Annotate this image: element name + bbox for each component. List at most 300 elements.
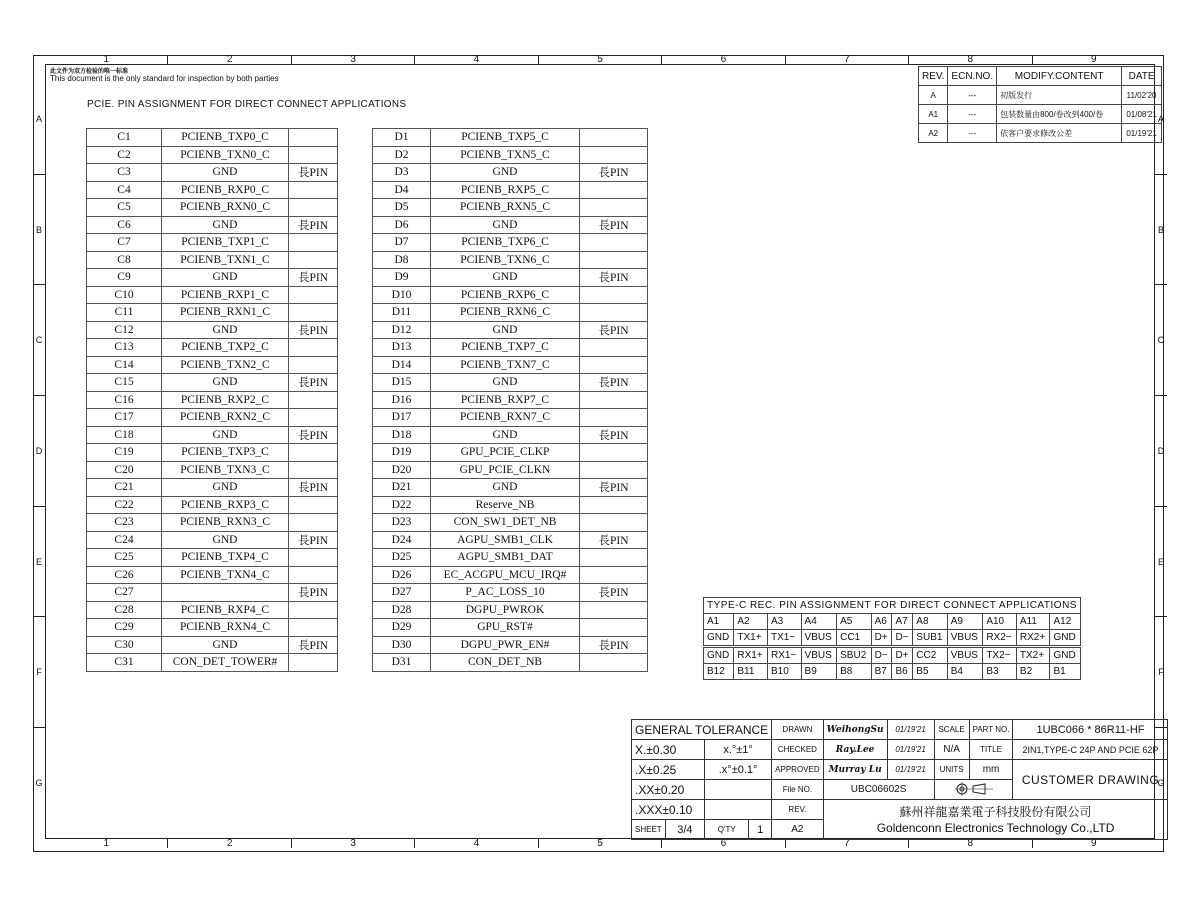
pin-note — [289, 356, 338, 374]
typec-signal: SUB1 — [913, 630, 947, 647]
typec-pin-number: A3 — [767, 614, 801, 630]
pin-number: C13 — [87, 339, 162, 357]
pin-number: D29 — [373, 619, 431, 637]
pin-row — [373, 304, 648, 322]
typec-signal: TX2− — [983, 647, 1017, 664]
pin-row — [373, 129, 648, 147]
pin-signal: CON_DET_NB — [431, 654, 580, 672]
title-label: TITLE — [969, 740, 1013, 760]
third-angle-projection-icon — [953, 782, 995, 796]
pin-signal: DGPU_PWROK — [431, 601, 580, 619]
zone-label-right: E — [1155, 507, 1167, 618]
pin-signal: GPU_PCIE_CLKP — [431, 444, 580, 462]
pin-note: 長PIN — [580, 636, 648, 654]
pin-row — [373, 566, 648, 584]
date-cell: 01/08'21 — [1122, 105, 1162, 124]
zone-label-top: 4 — [415, 55, 538, 64]
typec-signal: VBUS — [801, 630, 837, 647]
pin-number: D9 — [373, 269, 431, 287]
zone-label-left: E — [33, 507, 45, 618]
pin-note — [580, 339, 648, 357]
pin-row — [373, 251, 648, 269]
pin-number: D28 — [373, 601, 431, 619]
pin-note — [580, 304, 648, 322]
pin-signal: GND — [431, 426, 580, 444]
checked-date: 01/19'21 — [887, 740, 934, 760]
pin-number: C17 — [87, 409, 162, 427]
typec-signal: CC2 — [913, 647, 947, 664]
pin-number: C29 — [87, 619, 162, 637]
typec-title: TYPE-C REC. PIN ASSIGNMENT FOR DIRECT CONNECT APPLICATIONS — [704, 598, 1081, 614]
pin-row — [373, 636, 648, 654]
pin-number: D6 — [373, 216, 431, 234]
typec-signal: D− — [871, 647, 892, 664]
pin-number: C3 — [87, 164, 162, 182]
pin-row — [87, 356, 338, 374]
pin-note: 長PIN — [289, 269, 338, 287]
typec-pin-number: A2 — [734, 614, 768, 630]
pin-number: D10 — [373, 286, 431, 304]
pin-note: 長PIN — [580, 479, 648, 497]
pin-row — [87, 304, 338, 322]
rev-cell: A — [919, 86, 948, 105]
tol-x1: .X±0.25 — [632, 760, 705, 780]
pin-row — [373, 356, 648, 374]
pin-signal: GND — [431, 374, 580, 392]
pin-number: C9 — [87, 269, 162, 287]
pin-signal: PCIENB_TXN1_C — [162, 251, 289, 269]
rev-value: A2 — [772, 820, 823, 840]
pin-number: C1 — [87, 129, 162, 147]
pin-signal: PCIENB_TXN0_C — [162, 146, 289, 164]
typec-signal: D− — [892, 630, 913, 647]
zone-label-top: 7 — [786, 55, 909, 64]
pin-signal: PCIENB_RXN3_C — [162, 514, 289, 532]
pin-number: D15 — [373, 374, 431, 392]
pin-signal: PCIENB_RXN2_C — [162, 409, 289, 427]
pin-note — [580, 601, 648, 619]
scale-value: N/A — [934, 740, 969, 760]
pin-number: C18 — [87, 426, 162, 444]
pin-number: D12 — [373, 321, 431, 339]
pin-number: D5 — [373, 199, 431, 217]
pin-note — [580, 549, 648, 567]
pin-note — [289, 251, 338, 269]
pin-row — [87, 636, 338, 654]
tol-x-angle: x.°±1° — [705, 740, 772, 760]
zone-label-bottom: 9 — [1090, 838, 1097, 849]
pin-row — [373, 181, 648, 199]
pin-signal: CON_SW1_DET_NB — [431, 514, 580, 532]
pin-signal: GND — [162, 479, 289, 497]
pin-row — [373, 601, 648, 619]
zone-label-top: 3 — [292, 55, 415, 64]
pin-signal: DGPU_PWR_EN# — [431, 636, 580, 654]
pin-number: C6 — [87, 216, 162, 234]
typec-signal: GND — [704, 630, 734, 647]
qty-label: Q'TY — [705, 820, 749, 839]
pin-number: C26 — [87, 566, 162, 584]
pin-note — [289, 601, 338, 619]
zone-label-left: D — [33, 396, 45, 507]
pin-note: 長PIN — [289, 216, 338, 234]
pin-signal: PCIENB_TXP1_C — [162, 234, 289, 252]
typec-signal: VBUS — [801, 647, 837, 664]
pin-row — [373, 391, 648, 409]
pin-number: C28 — [87, 601, 162, 619]
typec-pin-number: A11 — [1016, 614, 1050, 630]
part-no-value: 1UBC066 * 86R11-HF — [1013, 720, 1168, 740]
typec-signal: RX2− — [983, 630, 1017, 647]
zone-label-top: 8 — [909, 55, 1032, 64]
drawn-signature: WeihongSu — [823, 720, 887, 740]
pin-note — [289, 304, 338, 322]
pin-number: C14 — [87, 356, 162, 374]
pin-signal: GND — [162, 321, 289, 339]
pin-number: C30 — [87, 636, 162, 654]
company-name — [823, 800, 1168, 840]
pin-row — [373, 234, 648, 252]
zone-label-right: B — [1155, 175, 1167, 286]
pin-note: 長PIN — [580, 426, 648, 444]
pin-signal: GND — [162, 426, 289, 444]
pin-row — [87, 654, 338, 672]
pin-note — [289, 199, 338, 217]
pin-note — [580, 199, 648, 217]
pin-signal: EC_ACGPU_MCU_IRQ# — [431, 566, 580, 584]
pin-number: D1 — [373, 129, 431, 147]
pin-number: C5 — [87, 199, 162, 217]
typec-pin-number: A7 — [892, 614, 913, 630]
title-block — [631, 719, 1168, 840]
pin-number: D3 — [373, 164, 431, 182]
pin-number: C22 — [87, 496, 162, 514]
pin-note: 長PIN — [580, 216, 648, 234]
pin-row — [373, 549, 648, 567]
pin-signal: PCIENB_TXP4_C — [162, 549, 289, 567]
inspection-note-en: This document is the only standard for inspection by both parties — [50, 74, 279, 83]
projection-symbol — [934, 780, 1013, 800]
typec-pin-number: A8 — [913, 614, 947, 630]
pin-note — [580, 409, 648, 427]
pin-row — [87, 286, 338, 304]
pin-row — [87, 251, 338, 269]
tol-x3: .XXX±0.10 — [632, 800, 705, 820]
file-no-label: File NO. — [772, 780, 823, 800]
pin-note — [289, 409, 338, 427]
typec-pin-number: A1 — [704, 614, 734, 630]
pin-note: 長PIN — [580, 584, 648, 602]
pin-signal: GND — [431, 269, 580, 287]
pin-number: C7 — [87, 234, 162, 252]
pin-row — [87, 531, 338, 549]
revision-table — [918, 66, 1162, 143]
typec-signal: SBU2 — [837, 647, 871, 664]
pin-signal: PCIENB_TXN2_C — [162, 356, 289, 374]
pin-number: D8 — [373, 251, 431, 269]
pin-note — [580, 461, 648, 479]
pin-note — [580, 566, 648, 584]
pin-signal: PCIENB_RXP1_C — [162, 286, 289, 304]
pin-signal: GND — [162, 531, 289, 549]
pin-signal: PCIENB_TXN5_C — [431, 146, 580, 164]
ecn-cell: --- — [948, 86, 997, 105]
pin-note — [580, 496, 648, 514]
typec-signal: GND — [1050, 630, 1081, 647]
pin-row — [87, 409, 338, 427]
pin-note — [289, 444, 338, 462]
pin-table-d — [372, 128, 648, 672]
typec-pin-number: A9 — [947, 614, 983, 630]
pin-signal: PCIENB_RXN5_C — [431, 199, 580, 217]
pin-note: 長PIN — [580, 374, 648, 392]
pin-number: C20 — [87, 461, 162, 479]
zone-label-right: A — [1155, 64, 1167, 175]
pin-row — [373, 444, 648, 462]
pin-note: 長PIN — [289, 584, 338, 602]
pin-table-c — [86, 128, 338, 672]
pin-row — [373, 216, 648, 234]
ecn-header: ECN.NO. — [948, 67, 997, 86]
ecn-cell: --- — [948, 124, 997, 143]
rev-cell: A2 — [919, 124, 948, 143]
pin-signal: GND — [162, 374, 289, 392]
zone-label-left: F — [33, 617, 45, 728]
pin-note: 長PIN — [289, 636, 338, 654]
pin-row — [87, 269, 338, 287]
pin-row — [373, 374, 648, 392]
pin-row — [373, 321, 648, 339]
zone-label-bottom: 7 — [786, 839, 909, 848]
typec-pin-number: B1 — [1050, 664, 1081, 680]
pin-signal: P_AC_LOSS_10 — [431, 584, 580, 602]
pin-signal: PCIENB_RXP7_C — [431, 391, 580, 409]
date-cell: 11/02'20 — [1122, 86, 1162, 105]
pin-note: 長PIN — [289, 321, 338, 339]
pin-note — [580, 356, 648, 374]
pin-note: 長PIN — [289, 531, 338, 549]
customer-drawing-label: CUSTOMER DRAWING — [1013, 760, 1168, 800]
pin-number: D17 — [373, 409, 431, 427]
typec-pin-number: B12 — [704, 664, 734, 680]
pin-row — [87, 129, 338, 147]
pin-number: C4 — [87, 181, 162, 199]
pin-number: C21 — [87, 479, 162, 497]
pin-number: C15 — [87, 374, 162, 392]
pin-note — [580, 181, 648, 199]
pin-note — [289, 391, 338, 409]
zone-label-bottom: 3 — [292, 839, 415, 848]
typec-pin-table — [703, 597, 1081, 680]
general-tolerance-label: GENERAL TOLERANCE — [632, 720, 772, 740]
pin-number: D7 — [373, 234, 431, 252]
pin-signal: PCIENB_RXP6_C — [431, 286, 580, 304]
typec-pin-number: A6 — [871, 614, 892, 630]
typec-signal: VBUS — [947, 647, 983, 664]
checked-label: CHECKED — [772, 740, 823, 760]
sheet-label: SHEET — [632, 820, 665, 839]
pin-note — [289, 129, 338, 147]
pin-note — [580, 391, 648, 409]
pin-note — [289, 286, 338, 304]
zone-ruler-left — [33, 64, 45, 839]
zone-label-left: C — [33, 285, 45, 396]
pin-signal: PCIENB_TXP3_C — [162, 444, 289, 462]
pin-note — [289, 619, 338, 637]
approved-date: 01/19'21 — [887, 760, 934, 780]
pin-note: 長PIN — [580, 164, 648, 182]
sheet-qty-cell — [632, 820, 772, 840]
pin-signal: PCIENB_RXP0_C — [162, 181, 289, 199]
zone-label-right: C — [1155, 285, 1167, 396]
pin-signal: PCIENB_TXP7_C — [431, 339, 580, 357]
pin-row — [87, 164, 338, 182]
date-cell: 01/19'21 — [1122, 124, 1162, 143]
scale-label: SCALE — [934, 720, 969, 740]
date-header: DATE — [1122, 67, 1162, 86]
pin-number: D22 — [373, 496, 431, 514]
zone-label-left: G — [35, 778, 43, 789]
pin-number: C19 — [87, 444, 162, 462]
pin-row — [373, 479, 648, 497]
pin-note — [289, 496, 338, 514]
pin-row — [87, 566, 338, 584]
zone-label-top: 1 — [45, 55, 168, 64]
typec-pin-number: B11 — [734, 664, 768, 680]
pin-row — [87, 146, 338, 164]
pin-signal: Reserve_NB — [431, 496, 580, 514]
pin-row — [373, 514, 648, 532]
pin-number: D27 — [373, 584, 431, 602]
pin-signal: PCIENB_RXN0_C — [162, 199, 289, 217]
pin-row — [87, 619, 338, 637]
pin-note — [289, 566, 338, 584]
zone-label-top: 9 — [1090, 54, 1097, 65]
zone-label-top: 6 — [662, 55, 785, 64]
typec-pin-number: B6 — [892, 664, 913, 680]
company-name-cn: 蘇州祥龍嘉業電子科技股份有限公司 — [899, 804, 1092, 819]
pin-number: C27 — [87, 584, 162, 602]
pin-note — [580, 146, 648, 164]
pin-note — [289, 146, 338, 164]
pin-number: C12 — [87, 321, 162, 339]
revision-row — [919, 105, 1162, 124]
tol-x: X.±0.30 — [632, 740, 705, 760]
checked-signature: Ray.Lee — [823, 740, 887, 760]
pin-note: 長PIN — [580, 269, 648, 287]
typec-pin-number: B10 — [767, 664, 801, 680]
pin-number: D18 — [373, 426, 431, 444]
pin-row — [373, 654, 648, 672]
pin-signal: PCIENB_TXP0_C — [162, 129, 289, 147]
pin-signal: CON_DET_TOWER# — [162, 654, 289, 672]
pin-row — [373, 461, 648, 479]
zone-label-bottom: 6 — [662, 839, 785, 848]
typec-pin-number: B7 — [871, 664, 892, 680]
pin-signal: GPU_PCIE_CLKN — [431, 461, 580, 479]
pin-row — [373, 286, 648, 304]
pin-note: 長PIN — [289, 164, 338, 182]
pin-signal — [162, 584, 289, 602]
pin-signal: PCIENB_TXP6_C — [431, 234, 580, 252]
pin-row — [87, 444, 338, 462]
pin-row — [87, 339, 338, 357]
pin-row — [373, 531, 648, 549]
pin-number: D31 — [373, 654, 431, 672]
pin-number: D20 — [373, 461, 431, 479]
zone-label-top: 2 — [168, 55, 291, 64]
typec-signal: D+ — [892, 647, 913, 664]
pin-number: C10 — [87, 286, 162, 304]
pin-signal: PCIENB_TXP5_C — [431, 129, 580, 147]
pin-row — [87, 601, 338, 619]
pin-row — [87, 426, 338, 444]
pin-row — [87, 514, 338, 532]
pin-row — [373, 426, 648, 444]
tol-x1-angle: .x°±0.1° — [705, 760, 772, 780]
zone-label-bottom: 4 — [415, 839, 538, 848]
typec-signal: VBUS — [947, 630, 983, 647]
pin-number: D24 — [373, 531, 431, 549]
typec-row — [704, 647, 1081, 664]
pin-signal: PCIENB_TXN6_C — [431, 251, 580, 269]
typec-pin-number: B2 — [1016, 664, 1050, 680]
pin-signal: GND — [431, 216, 580, 234]
company-name-en: Goldenconn Electronics Technology Co.,LTD — [876, 820, 1115, 835]
typec-signal: D+ — [871, 630, 892, 647]
typec-signal: GND — [704, 647, 734, 664]
pin-note — [580, 129, 648, 147]
pin-signal: GND — [431, 321, 580, 339]
zone-label-bottom: 1 — [45, 839, 168, 848]
revision-row — [919, 86, 1162, 105]
pin-signal: PCIENB_TXP2_C — [162, 339, 289, 357]
zone-label-bottom: 8 — [909, 839, 1032, 848]
pin-signal: AGPU_SMB1_DAT — [431, 549, 580, 567]
typec-signal: RX1− — [767, 647, 801, 664]
pin-row — [87, 181, 338, 199]
pin-row — [87, 374, 338, 392]
pin-row — [373, 619, 648, 637]
pin-row — [87, 199, 338, 217]
revision-row — [919, 124, 1162, 143]
pin-row — [87, 461, 338, 479]
modify-cell: 包装数量由800/卷改到400/卷 — [997, 105, 1122, 124]
qty-value: 1 — [757, 823, 764, 836]
typec-signal: GND — [1050, 647, 1081, 664]
pin-note — [580, 251, 648, 269]
tol-empty-cell — [705, 780, 772, 800]
title-value: 2IN1,TYPE-C 24P AND PCIE 62P — [1013, 740, 1168, 760]
pin-signal: PCIENB_RXP5_C — [431, 181, 580, 199]
zone-label-left: B — [33, 175, 45, 286]
approved-label: APPROVED — [772, 760, 823, 780]
pin-number: C31 — [87, 654, 162, 672]
pin-number: D13 — [373, 339, 431, 357]
modify-cell: 依客户要求修改公差 — [997, 124, 1122, 143]
pin-note — [580, 286, 648, 304]
typec-row — [704, 630, 1081, 647]
pin-number: D16 — [373, 391, 431, 409]
zone-label-right: F — [1155, 617, 1167, 728]
pin-row — [373, 199, 648, 217]
typec-row — [704, 664, 1081, 680]
pin-note — [289, 514, 338, 532]
typec-pin-number: A12 — [1050, 614, 1081, 630]
pin-signal: GND — [162, 216, 289, 234]
pin-number: D30 — [373, 636, 431, 654]
pin-row — [373, 164, 648, 182]
